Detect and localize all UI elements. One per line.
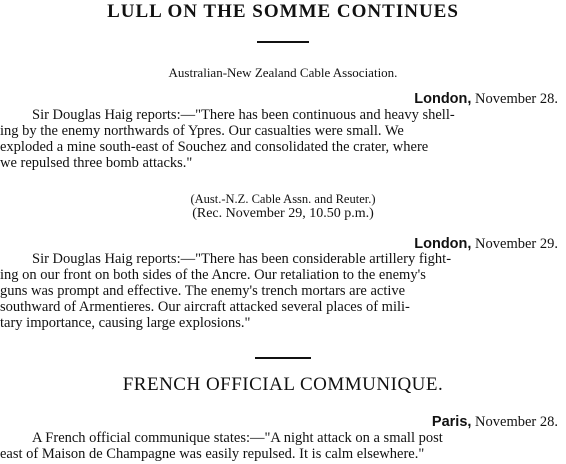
dateline-date: November 28. xyxy=(471,414,558,430)
dateline-date: November 28. xyxy=(471,91,558,107)
dateline-place: London, xyxy=(414,236,472,252)
text-line: tary importance, causing large explosions." xyxy=(0,315,251,331)
text-line: southward of Armentieres. Our aircraft attacked several places of mili- xyxy=(0,299,410,315)
text-line: we repulsed three bomb attacks." xyxy=(0,155,193,171)
received-time: (Rec. November 29, 10.50 p.m.) xyxy=(192,206,374,221)
divider-rule xyxy=(257,41,309,43)
text-line: ing by the enemy northwards of Ypres. Our casualties were small. We xyxy=(0,123,404,139)
dateline-3 xyxy=(432,413,558,431)
dateline-date: November 29. xyxy=(471,236,558,252)
text-line: ing on our front on both sides of the Ancre. Our retaliation to the enemy's xyxy=(0,267,426,283)
text-line: Sir Douglas Haig reports:—"There has been continuous and heavy shell- xyxy=(32,107,455,123)
headline: LULL ON THE SOMME CONTINUES xyxy=(107,1,459,22)
dispatch-paragraph-2 xyxy=(0,251,566,331)
cable-credit: (Aust.-N.Z. Cable Assn. and Reuter.) xyxy=(190,192,376,206)
text-line: A French official communique states:—"A night attack on a small post xyxy=(32,430,443,446)
divider-rule xyxy=(255,357,311,359)
dateline-place: London, xyxy=(414,91,472,107)
text-line: exploded a mine south-east of Souchez and consolidated the crater, where xyxy=(0,139,429,155)
section-subhead: FRENCH OFFICIAL COMMUNIQUE. xyxy=(122,374,444,395)
dispatch-paragraph-3 xyxy=(0,430,566,462)
text-line: guns was prompt and effective. The enemy's trench mortars are active xyxy=(0,283,406,299)
dispatch-paragraph-1 xyxy=(0,107,566,171)
dateline-1 xyxy=(414,90,558,108)
text-line: east of Maison de Champagne was easily repulsed. It is calm elsewhere." xyxy=(0,446,425,462)
source-line: Australian-New Zealand Cable Association. xyxy=(168,65,398,80)
text-line: Sir Douglas Haig reports:—"There has been considerable artillery fight- xyxy=(32,251,452,267)
dateline-place: Paris, xyxy=(431,414,472,430)
